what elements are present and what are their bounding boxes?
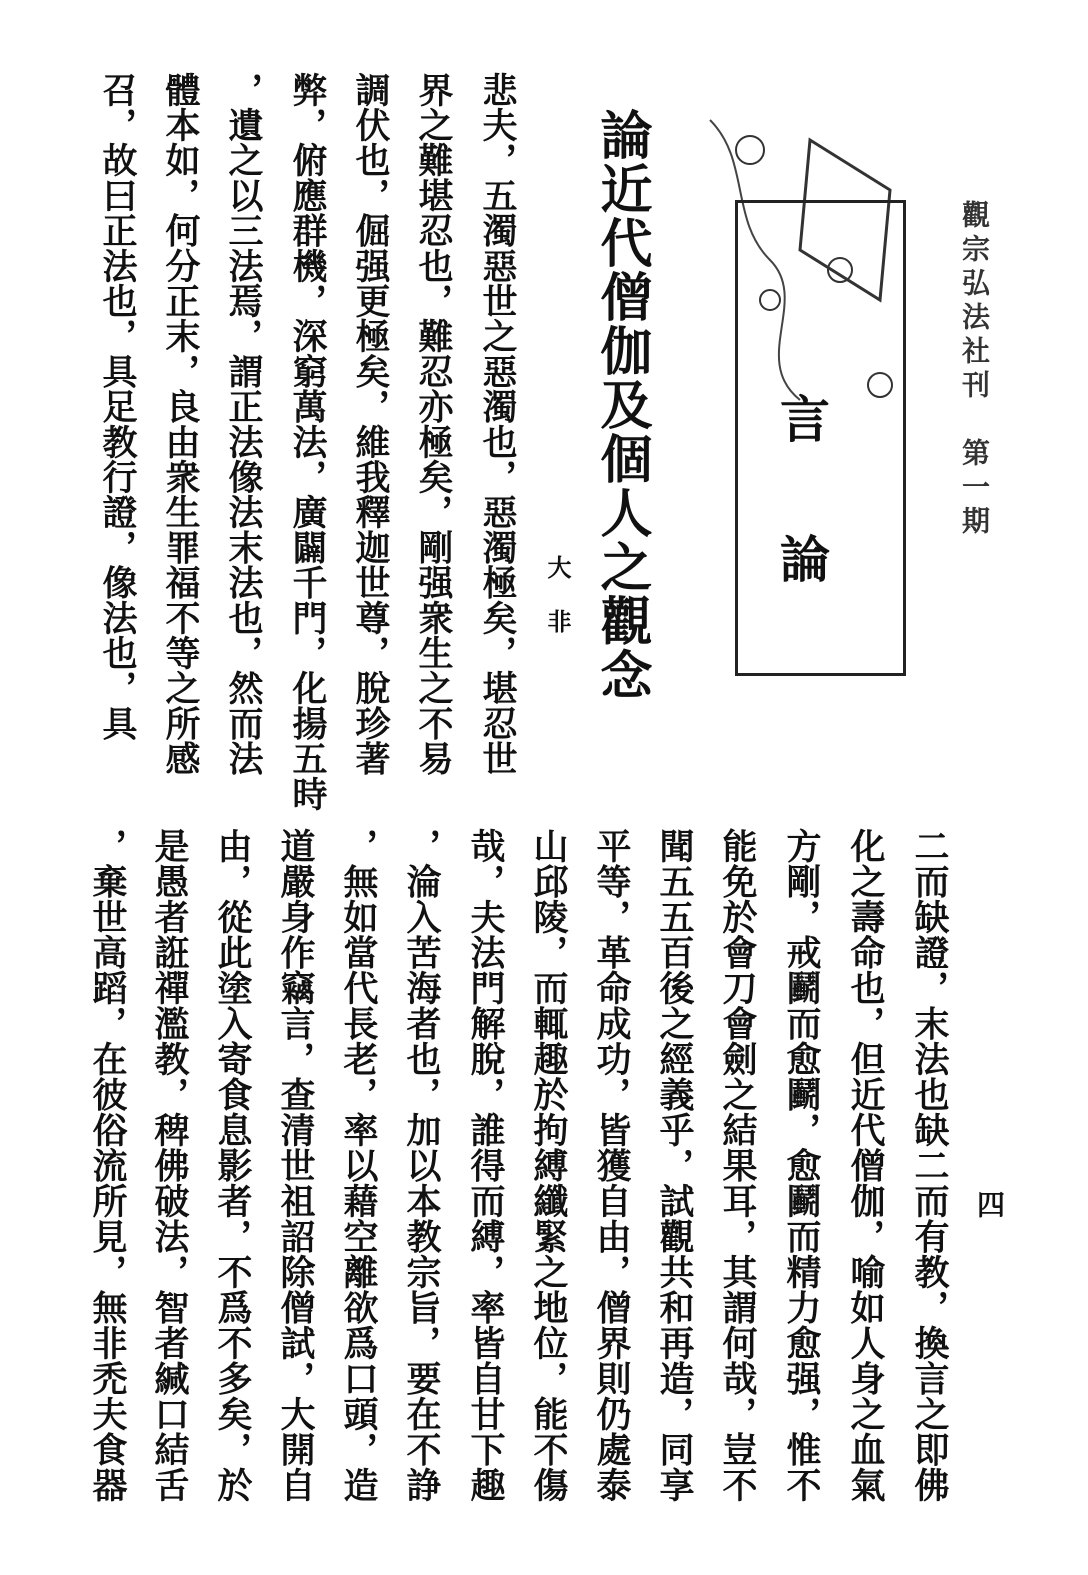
text-column: 悲夫，五濁惡世之惡濁也，惡濁極矣，堪忍世 xyxy=(477,72,518,776)
text-column: 哉，夫法門解脫，誰得而縛，率皆自甘下趣 xyxy=(465,828,506,1503)
text-column: 界之難堪忍也，難忍亦極矣，剛强衆生之不易 xyxy=(413,72,454,776)
text-column: 由，從此塗入寄食息影者，不爲不多矣，於 xyxy=(212,828,253,1503)
text-column: 調伏也，倔强更極矣，維我釋迦世尊，脫珍著 xyxy=(350,72,391,776)
text-column: 能免於會刀會劍之結果耳，其謂何哉，豈不 xyxy=(717,828,758,1503)
page-number: 四 xyxy=(973,1190,1006,1218)
text-column: 二而缺證，末法也缺二而有教，換言之即佛 xyxy=(909,828,950,1503)
article-title: 論近代僧伽及個人之觀念 xyxy=(591,108,652,702)
text-column: 是愚者誑禪濫教，稗佛破法，智者緘口結舌 xyxy=(149,828,190,1503)
text-column: ，遺之以三法焉，謂正法像法末法也，然而法 xyxy=(223,72,264,776)
text-column: 平等，革命成功，皆獲自由，僧界則仍處泰 xyxy=(591,828,632,1503)
publication-header: 觀宗弘法社刊 第一期 xyxy=(958,200,991,540)
text-column: 道嚴身作竊言，查清世祖詔除僧試，大開自 xyxy=(275,828,316,1503)
text-column: 方剛，戒鬬而愈鬬，愈鬬而精力愈强，惟不 xyxy=(781,828,822,1503)
text-column: 化之壽命也，但近代僧伽，喻如人身之血氣 xyxy=(845,828,886,1503)
text-column: ，無如當代長老，率以藉空離欲爲口頭，造 xyxy=(338,828,379,1503)
text-column: ，淪入苦海者也，加以本教宗旨，要在不諍 xyxy=(401,828,442,1503)
section-label-char: 論 xyxy=(780,530,830,589)
text-column: 召，故曰正法也，具足教行證，像法也，具 xyxy=(97,72,138,741)
text-column: 山邱陵，而輒趣於拘縛纖緊之地位，能不傷 xyxy=(528,828,569,1503)
section-label-char: 言 xyxy=(780,390,830,449)
text-column: 弊，俯應群機，深窮萬法，廣闢千門，化揚五時 xyxy=(287,72,328,812)
text-column: ，棄世高蹈，在彼俗流所見，無非禿夫食器 xyxy=(87,828,128,1503)
text-column: 體本如，何分正末，良由衆生罪福不等之所感 xyxy=(160,72,201,776)
text-column: 聞五五百後之經義乎，試觀共和再造，同享 xyxy=(654,828,695,1503)
article-author: 大非 xyxy=(543,555,572,663)
